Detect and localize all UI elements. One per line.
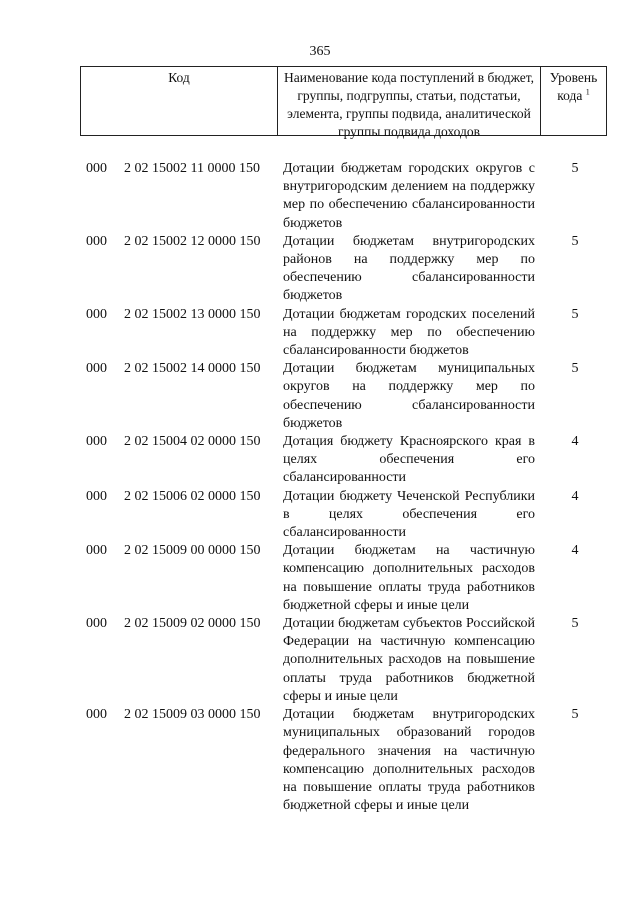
row-code: 2 02 15002 12 0000 150 [124,233,261,249]
row-name: Дотации бюджетам городских поселений на поддержку мер по обеспечению сбалансированности бюджетов [283,306,535,359]
header-level [541,67,606,135]
row-level: 5 [571,361,579,377]
row-name: Дотации бюджетам городских округов с внутригородским делением на поддержку мер по обеспечению сбалансированности бюджетов [283,161,535,231]
row-name: Дотации бюджетам муниципальных округов на поддержку мер по обеспечению сбалансированности бюджетов [283,361,535,431]
table-row [0,160,640,233]
row-code: 2 02 15002 14 0000 150 [124,361,261,377]
header-code: Код [81,67,278,135]
row-code: 2 02 15002 11 0000 150 [124,161,260,176]
row-level: 4 [571,434,579,450]
row-name: Дотации бюджетам внутригородских районов на поддержку мер по обеспечению сбалансированности бюджетов [283,233,535,304]
row-prefix: 000 [86,543,107,559]
row-level: 4 [571,543,579,559]
row-level: 5 [571,707,579,723]
row-prefix: 000 [86,306,107,322]
row-code: 2 02 15009 00 0000 150 [124,543,261,559]
row-prefix: 000 [86,233,107,249]
row-name: Дотации бюджету Чеченской Республики в целях обеспечения его сбалансированности [283,488,535,541]
row-prefix: 000 [86,488,107,504]
table-row [0,233,640,306]
header-level-label-tail: а [576,88,583,103]
row-code: 2 02 15006 02 0000 150 [124,488,261,504]
row-level: 5 [571,306,579,322]
table-row [0,433,640,488]
header-level-footnote: 1 [585,87,590,97]
table-header [80,66,607,139]
header-level-label: Уровень код [549,70,598,103]
row-level: 5 [571,616,579,632]
row-level: 5 [571,161,579,176]
row-code: 2 02 15009 02 0000 150 [124,616,261,632]
table-row [0,542,640,615]
row-level: 4 [571,488,579,504]
row-prefix: 000 [86,616,107,632]
row-prefix: 000 [86,434,107,450]
table-row [0,615,640,706]
page-number: 365 [309,44,331,59]
header-name: Наименование кода поступлений в бюджет, группы, подгруппы, статьи, подстатьи, элемента, группы подвида, аналитической группы подвида доходов [278,67,541,135]
row-name: Дотации бюджетам субъектов Российской Федерации на частичную компенсацию дополнительных расходов на повышение оплаты труда работников бюджетной сферы и иные цели [283,616,535,704]
row-name: Дотации бюджетам внутригородских муниципальных образований городов федерального значения на частичную компенсацию дополнительных расходов на повышение оплаты труда работников бюджетной сферы и иные цели [283,707,535,814]
row-code: 2 02 15004 02 0000 150 [124,434,261,450]
table-row [0,306,640,361]
table-row [0,488,640,543]
row-level: 5 [571,233,579,249]
table-body [0,160,640,815]
row-prefix: 000 [86,361,107,377]
row-prefix: 000 [86,161,107,176]
row-code: 2 02 15002 13 0000 150 [124,306,261,322]
row-prefix: 000 [86,707,107,723]
row-name: Дотации бюджетам на частичную компенсацию дополнительных расходов на повышение оплаты труда работников бюджетной сферы и иные цели [283,543,535,613]
row-name: Дотация бюджету Красноярского края в целях обеспечения его сбалансированности [283,434,535,486]
table-row [0,706,640,815]
row-code: 2 02 15009 03 0000 150 [124,707,261,723]
table-row [0,360,640,433]
